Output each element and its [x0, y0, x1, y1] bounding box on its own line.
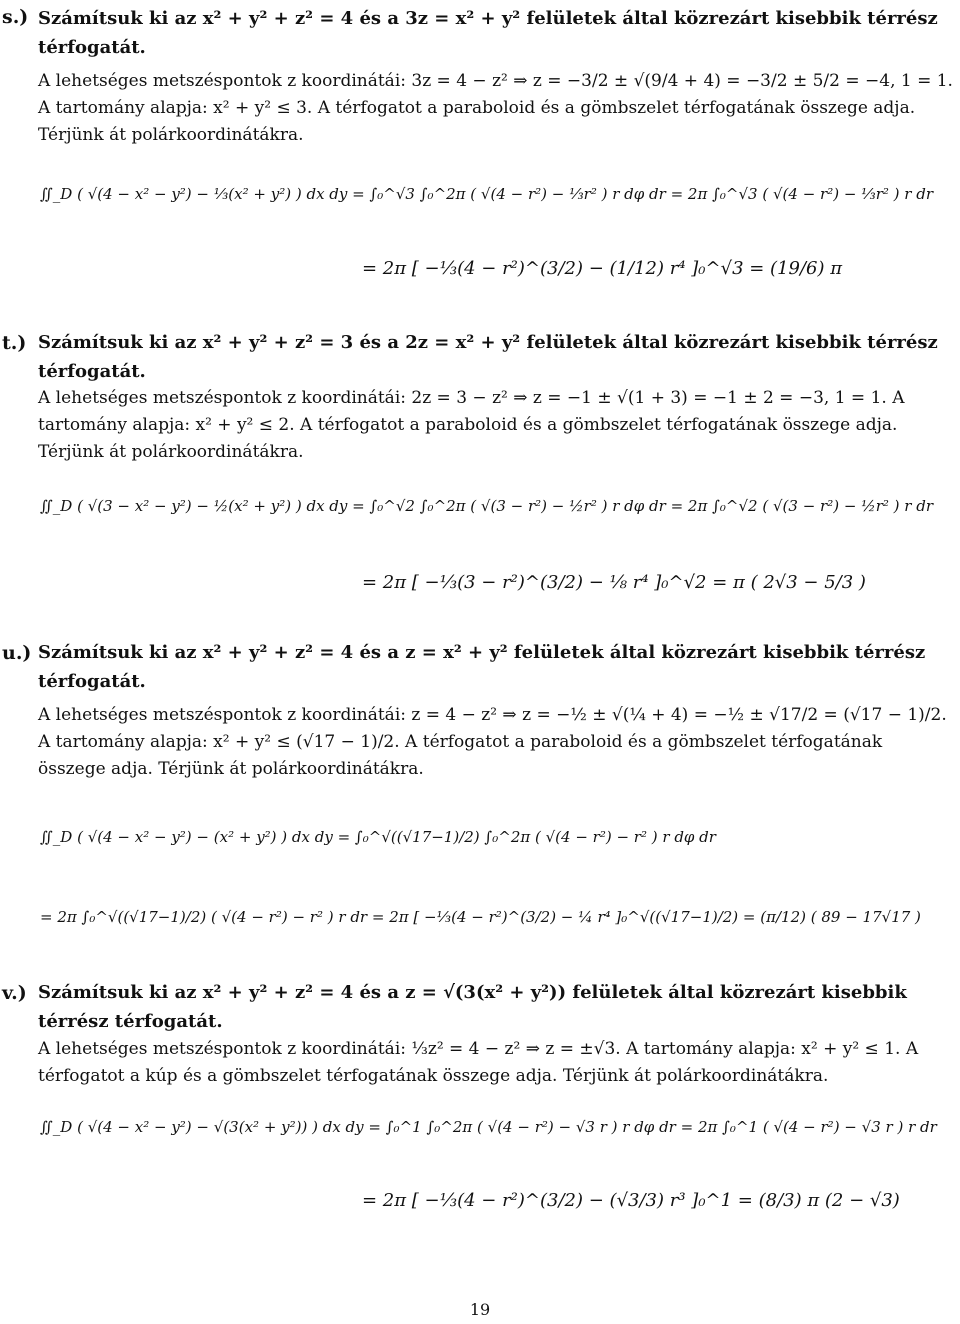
problem-statement: Számítsuk ki az x² + y² + z² = 4 és a z = √(3(x² + y²)) felületek által közrezárt kisebbik térrész térfogatát.: [38, 982, 907, 1032]
equation-line-1: ∬_D ( √(4 − x² − y²) − ⅓(x² + y²) ) dx dy = ∫₀^√3 ∫₀^2π ( √(4 − r²) − ⅓r² ) r dφ dr = 2π ∫₀^√3 ( √(4 − r²) − ⅓r² ) r dr: [40, 185, 933, 203]
problem-body: A lehetséges metszéspontok z koordinátái: ⅓z² = 4 − z² ⇒ z = ±√3. A tartomány alapja: x² + y² ≤ 1. A térfogatot a kúp és a gömbszelet térfogatának összege adja. Térjünk át polárkoordinátákra.: [38, 1039, 919, 1086]
equation-line-2: = 2π ∫₀^√((√17−1)/2) ( √(4 − r²) − r² ) r dr = 2π [ −⅓(4 − r²)^(3/2) − ¼ r⁴ ]₀^√((√17−1)/2) = (π/12) ( 89 − 17√17 ): [40, 908, 921, 926]
problem-label: s.): [2, 6, 29, 28]
equation-line-1: ∬_D ( √(3 − x² − y²) − ½(x² + y²) ) dx dy = ∫₀^√2 ∫₀^2π ( √(3 − r²) − ½r² ) r dφ dr = 2π ∫₀^√2 ( √(3 − r²) − ½r² ) r dr: [40, 497, 933, 515]
problem-statement: Számítsuk ki az x² + y² + z² = 4 és a 3z = x² + y² felületek által közrezárt kisebbik térrész térfogatát.: [38, 8, 938, 58]
problem-body: A lehetséges metszéspontok z koordinátái: 2z = 3 − z² ⇒ z = −1 ± √(1 + 3) = −1 ± 2 = −3, 1 = 1. A tartomány alapja: x² + y² ≤ 2. A térfogatot a paraboloid és a gömbszelet térfogatának összege adja. Térjünk át polárkoordinátákra.: [38, 388, 905, 462]
problem-body: A lehetséges metszéspontok z koordinátái: 3z = 4 − z² ⇒ z = −3/2 ± √(9/4 + 4) = −3/2 ± 5/2 = −4, 1 = 1. A tartomány alapja: x² + y² ≤ 3. A térfogatot a paraboloid és a gömbszelet térfogatának összege adja. Térjünk át polárkoordinátákra.: [38, 71, 953, 145]
equation-line-2: = 2π [ −⅓(4 − r²)^(3/2) − (1/12) r⁴ ]₀^√3 = (19/6) π: [362, 258, 843, 279]
equation-line-2: = 2π [ −⅓(4 − r²)^(3/2) − (√3/3) r³ ]₀^1 = (8/3) π (2 − √3): [362, 1190, 900, 1211]
equation-line-1: ∬_D ( √(4 − x² − y²) − (x² + y²) ) dx dy = ∫₀^√((√17−1)/2) ∫₀^2π ( √(4 − r²) − r² ) r dφ dr: [40, 828, 716, 846]
problem-label: v.): [2, 982, 27, 1004]
equation-line-1: ∬_D ( √(4 − x² − y²) − √(3(x² + y²)) ) dx dy = ∫₀^1 ∫₀^2π ( √(4 − r²) − √3 r ) r dφ dr = 2π ∫₀^1 ( √(4 − r²) − √3 r ) r dr: [40, 1118, 937, 1136]
equation-line-2: = 2π [ −⅓(3 − r²)^(3/2) − ⅛ r⁴ ]₀^√2 = π ( 2√3 − 5/3 ): [362, 572, 866, 593]
problem-body: A lehetséges metszéspontok z koordinátái: z = 4 − z² ⇒ z = −½ ± √(¼ + 4) = −½ ± √17/2 = (√17 − 1)/2. A tartomány alapja: x² + y² ≤ (√17 − 1)/2. A térfogatot a paraboloid és a gömbszelet térfogatának összege adja. Térjünk át polárkoordinátákra.: [38, 705, 947, 779]
problem-label: u.): [2, 642, 32, 664]
problem-statement: Számítsuk ki az x² + y² + z² = 3 és a 2z = x² + y² felületek által közrezárt kisebbik térrész térfogatát.: [38, 332, 938, 382]
page-number: 19: [469, 1300, 491, 1319]
problem-label: t.): [2, 332, 27, 354]
problem-statement: Számítsuk ki az x² + y² + z² = 4 és a z = x² + y² felületek által közrezárt kisebbik térrész térfogatát.: [38, 642, 926, 692]
